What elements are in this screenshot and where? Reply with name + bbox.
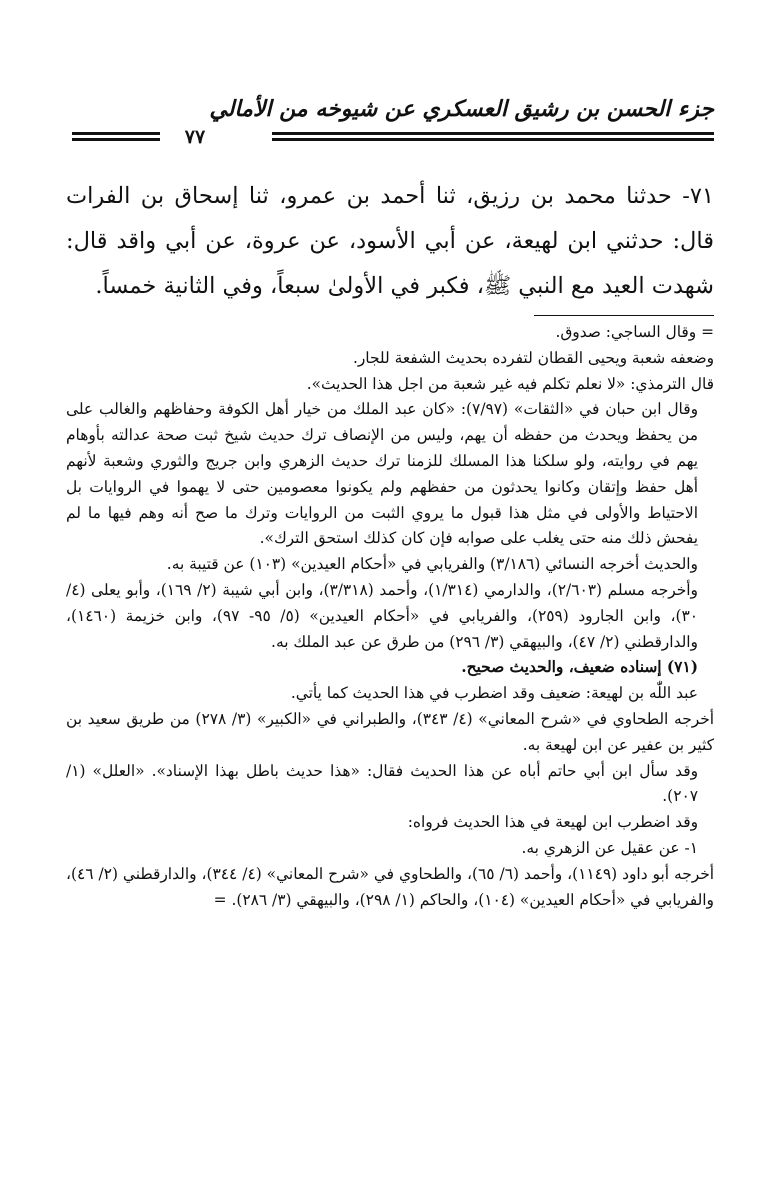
- hadith-text: [66, 174, 714, 309]
- footnote-paragraph: وأخرجه مسلم (٢/٦٠٣)، والدارمي (١/٣١٤)، وأحمد (٣/٣١٨)، وابن أبي شيبة (٢/ ١٦٩)، وأبو يعلى (٤/ ٣٠)، وابن الجارود (٢٥٩)، والفريابي في «أحكام العيدين» (٥/ ٩٥- ٩٧)، وابن خزيمة (١٤٦٠)، والدارقطني (٢/ ٤٧)، والبيهقي (٣/ ٢٩٦) من طرق عن عبد الملك به.: [66, 580, 698, 651]
- footnote-paragraph: أخرجه أبو داود (١١٤٩)، وأحمد (٦/ ٦٥)، والطحاوي في «شرح المعاني» (٤/ ٣٤٤)، والدارقطني (٢/ ٤٦)، والفريابي في «أحكام العيدين» (١٠٤)، والحاكم (١/ ٢٩٨)، والبيهقي (٣/ ٢٨٦). =: [66, 864, 715, 909]
- header-rule: [272, 138, 714, 141]
- header-rule: [72, 132, 160, 135]
- footnote-paragraph: وضعفه شعبة ويحيى القطان لتفرده بحديث الشفعة للجار.: [352, 348, 714, 367]
- footnote-heading: (٧١) إسناده ضعيف، والحديث صحيح.: [461, 658, 698, 677]
- footnote-paragraph: والحديث أخرجه النسائي (٣/١٨٦) والفريابي في «أحكام العيدين» (١٠٣) عن قتيبة به.: [166, 555, 698, 574]
- footnote-paragraph: أخرجه الطحاوي في «شرح المعاني» (٤/ ٣٤٣)، والطبراني في «الكبير» (٣/ ٢٧٨) من طريق سعيد بن كثير بن عفير عن ابن لهيعة به.: [66, 709, 715, 754]
- footnotes: [66, 320, 714, 913]
- footnote-separator: [534, 315, 714, 316]
- running-title: جزء الحسن بن رشيق العسكري عن شيوخه من الأمالي: [209, 96, 714, 122]
- footnote-paragraph: وقد اضطرب ابن لهيعة في هذا الحديث فرواه:: [407, 813, 698, 832]
- footnote-paragraph: وقال ابن حبان في «الثقات» (٧/٩٧): «كان عبد الملك من خيار أهل الكوفة وحفاظهم والغالب على من يحفظ ويحدث من حفظه أن يهم، وليس من الإنصاف ترك حديث شيخ ثبت صحة عدالته بأوهام يهم في روايته، ولو سلكنا هذا المسلك للزمنا ترك حديث الزهري وابن جريج والثوري وشعبة لأنهم أهل حفظ وإتقان وكانوا يحدثون من حفظهم ولم يكونوا معصومين حتى لا يهموا في الروايات بل الاحتياط والأولى في مثل هذا قبول ما يروي الثبت من الروايات وترك ما صح أنه وهم فيها ما لم يفحش ذلك منه حتى يغلب على صوابه فإن كان كذلك استحق الترك».: [66, 400, 698, 548]
- hadith-paragraph: ٧١- حدثنا محمد بن رزيق، ثنا أحمد بن عمرو، ثنا إسحاق بن الفرات قال: حدثني ابن لهيعة، عن أبي الأسود، عن عروة، عن أبي واقد قال: شهدت العيد مع النبي ﷺ، فكبر في الأولىٰ سبعاً، وفي الثانية خمساً.: [66, 183, 714, 299]
- page-number: ٧٧: [184, 126, 206, 148]
- header-rule: [72, 138, 160, 141]
- footnote-paragraph: ١- عن عقيل عن الزهري به.: [521, 838, 698, 857]
- footnote-paragraph: عبد اللّٰه بن لهيعة: ضعيف وقد اضطرب في هذا الحديث كما يأتي.: [290, 684, 698, 703]
- footnote-paragraph: قال الترمذي: «لا نعلم تكلم فيه غير شعبة من اجل هذا الحديث».: [306, 374, 714, 393]
- header-rule: [272, 132, 714, 135]
- footnote-paragraph: وقد سأل ابن أبي حاتم أباه عن هذا الحديث فقال: «هذا حديث باطل بهذا الإسناد». «العلل» (١/ ٢٠٧).: [66, 761, 698, 806]
- running-header: [72, 96, 714, 148]
- footnote-paragraph: = وقال الساجي: صدوق.: [555, 323, 714, 341]
